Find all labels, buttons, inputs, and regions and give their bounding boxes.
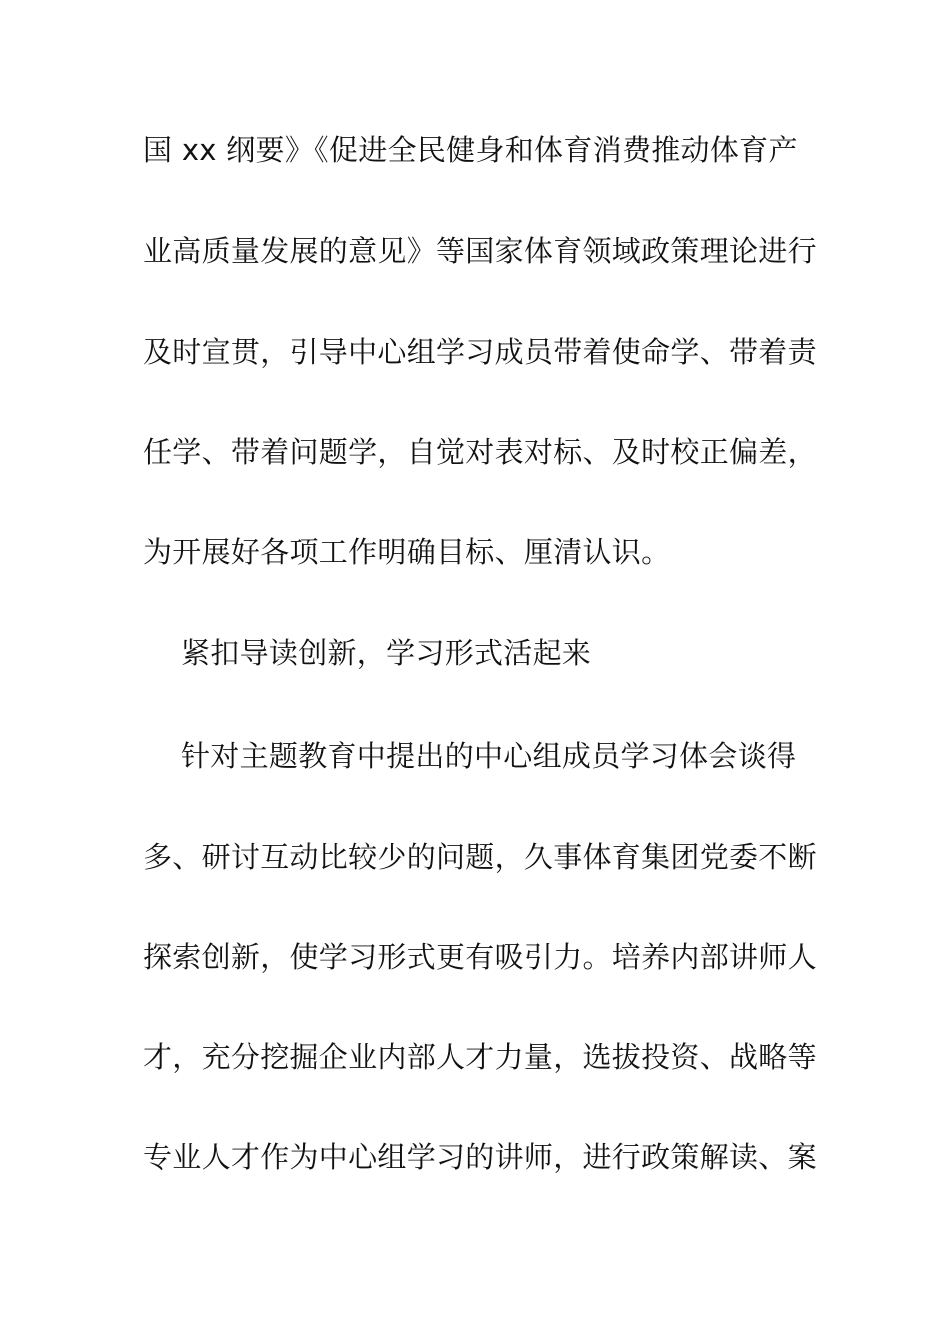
body-text-line-11: 专业人才作为中心组学习的讲师，进行政策解读、案 bbox=[143, 1140, 817, 1174]
body-text-line-10: 才，充分挖掘企业内部人才力量，选拔投资、战略等 bbox=[143, 1040, 817, 1074]
body-text-line-2: 业高质量发展的意见》等国家体育领域政策理论进行 bbox=[143, 234, 817, 268]
body-text-line-9: 探索创新，使学习形式更有吸引力。培养内部讲师人 bbox=[143, 940, 817, 974]
section-heading: 紧扣导读创新，学习形式活起来 bbox=[181, 636, 592, 670]
body-text-line-8: 多、研讨互动比较少的问题，久事体育集团党委不断 bbox=[143, 840, 817, 874]
body-text-line-3: 及时宣贯，引导中心组学习成员带着使命学、带着责 bbox=[143, 335, 817, 369]
body-text-line-4: 任学、带着问题学，自觉对表对标、及时校正偏差， bbox=[143, 435, 817, 469]
paragraph-first-line: 针对主题教育中提出的中心组成员学习体会谈得 bbox=[181, 739, 797, 773]
body-text-line-5: 为开展好各项工作明确目标、厘清认识。 bbox=[143, 535, 671, 569]
body-text-line-1: 国 xx 纲要》《促进全民健身和体育消费推动体育产 bbox=[143, 133, 798, 167]
